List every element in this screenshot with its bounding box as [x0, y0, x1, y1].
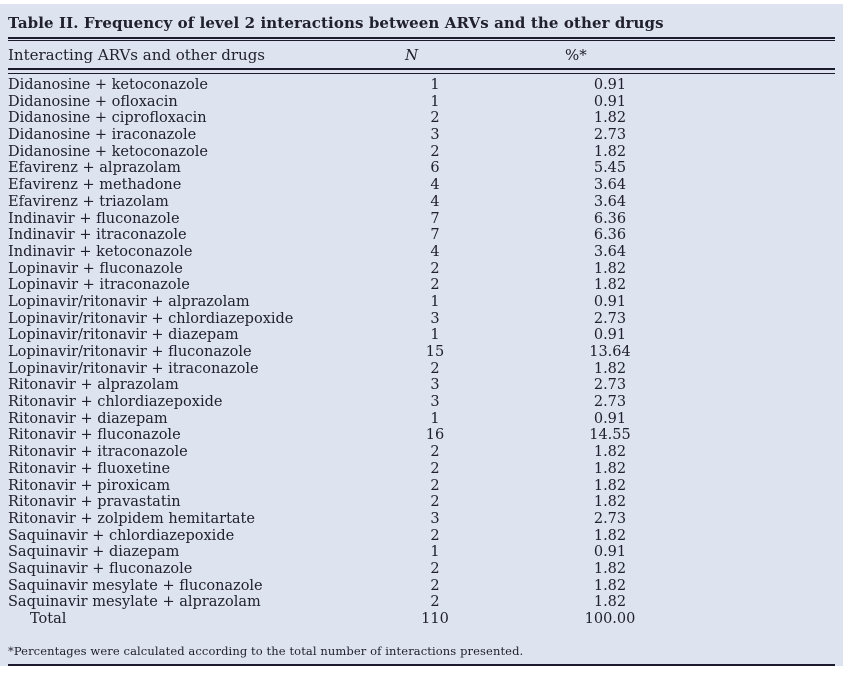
row-spacer [710, 227, 835, 244]
table-row [8, 94, 835, 111]
row-n-value: 6 [430, 160, 440, 177]
row-n-value: 2 [430, 577, 440, 594]
table-row [8, 427, 835, 444]
table-row [8, 244, 835, 261]
row-percent-value: 1.82 [593, 110, 627, 127]
row-n-value: 1 [430, 327, 440, 344]
row-n-value: 2 [430, 277, 440, 294]
row-n-value: 15 [425, 344, 445, 360]
row-drug-label: Ritonavir + itraconazole [8, 444, 188, 461]
row-percent-value: 3.64 [593, 177, 627, 194]
total-n-value: 110 [421, 611, 449, 627]
row-percent-value: 0.91 [593, 327, 627, 344]
row-drug-label: Didanosine + ofloxacin [8, 93, 178, 110]
row-drug-label: Ritonavir + piroxicam [8, 477, 171, 494]
column-header-n: N [405, 45, 419, 64]
row-drug-label: Didanosine + ketoconazole [8, 143, 208, 160]
row-spacer [710, 578, 835, 595]
row-percent-value: 1.82 [593, 360, 627, 377]
total-label: Total [30, 611, 67, 627]
row-percent-value: 1.82 [593, 560, 627, 577]
row-drug-label: Lopinavir + itraconazole [8, 277, 190, 294]
row-spacer [710, 311, 835, 328]
row-percent-value: 1.82 [593, 277, 627, 294]
row-n-value: 1 [430, 410, 440, 427]
row-drug-label: Ritonavir + diazepam [8, 410, 168, 427]
row-drug-label: Saquinavir mesylate + fluconazole [8, 577, 263, 594]
table-row [8, 294, 835, 311]
row-percent-value: 6.36 [593, 210, 627, 227]
table-row [8, 344, 835, 361]
row-n-value: 2 [430, 260, 440, 277]
row-percent-value: 2.73 [593, 377, 627, 394]
table-row [8, 144, 835, 161]
row-percent-value: 1.82 [593, 477, 627, 494]
row-n-value: 1 [430, 93, 440, 110]
row-n-value: 2 [430, 560, 440, 577]
total-percent-value: 100.00 [584, 611, 636, 627]
table-row [8, 377, 835, 394]
row-percent-value: 1.82 [593, 527, 627, 544]
row-drug-label: Lopinavir/ritonavir + diazepam [8, 327, 239, 344]
table-header-row [8, 41, 835, 68]
row-spacer [710, 160, 835, 177]
row-percent-value: 1.82 [593, 594, 627, 611]
row-spacer [710, 511, 835, 528]
row-n-value: 2 [430, 477, 440, 494]
table-row [8, 327, 835, 344]
table-row [8, 544, 835, 561]
row-n-value: 2 [430, 110, 440, 127]
row-drug-label: Didanosine + iraconazole [8, 127, 197, 144]
row-percent-value: 1.82 [593, 494, 627, 511]
row-percent-value: 1.82 [593, 577, 627, 594]
row-drug-label: Saquinavir + fluconazole [8, 560, 193, 577]
column-header-percent: %* [565, 45, 587, 64]
table-row [8, 110, 835, 127]
table-row [8, 277, 835, 294]
table-row [8, 528, 835, 545]
row-n-value: 4 [430, 193, 440, 210]
row-spacer [710, 77, 835, 94]
row-spacer [710, 344, 835, 361]
row-spacer [710, 544, 835, 561]
table-row [8, 194, 835, 211]
row-percent-value: 0.91 [593, 93, 627, 110]
row-n-value: 2 [430, 360, 440, 377]
row-n-value: 4 [430, 243, 440, 260]
row-drug-label: Didanosine + ciprofloxacin [8, 110, 207, 127]
row-drug-label: Saquinavir + chlordiazepoxide [8, 527, 235, 544]
row-percent-value: 0.91 [593, 293, 627, 310]
row-drug-label: Ritonavir + fluconazole [8, 427, 181, 444]
table-row [8, 578, 835, 595]
table-row [8, 511, 835, 528]
row-percent-value: 2.73 [593, 310, 627, 327]
table-row [8, 311, 835, 328]
table-row [8, 211, 835, 228]
row-spacer [710, 194, 835, 211]
table-row [8, 444, 835, 461]
row-spacer [710, 444, 835, 461]
column-header-drug: Interacting ARVs and other drugs [8, 45, 265, 64]
row-drug-label: Saquinavir mesylate + alprazolam [8, 594, 261, 611]
bottom-rule [8, 664, 835, 666]
row-drug-label: Didanosine + ketoconazole [8, 77, 208, 93]
row-n-value: 3 [430, 394, 440, 411]
row-drug-label: Ritonavir + zolpidem hemitartate [8, 510, 255, 527]
row-n-value: 1 [430, 544, 440, 561]
row-spacer [710, 461, 835, 478]
row-percent-value: 2.73 [593, 394, 627, 411]
row-n-value: 2 [430, 460, 440, 477]
row-n-value: 16 [425, 427, 445, 444]
row-n-value: 1 [430, 77, 440, 93]
row-drug-label: Indinavir + itraconazole [8, 227, 187, 244]
row-percent-value: 1.82 [593, 444, 627, 461]
row-drug-label: Lopinavir + fluconazole [8, 260, 183, 277]
table-inner [0, 4, 843, 666]
table-row [8, 261, 835, 278]
row-spacer [710, 361, 835, 378]
row-spacer [710, 377, 835, 394]
row-n-value: 2 [430, 594, 440, 611]
row-percent-value: 5.45 [593, 160, 627, 177]
row-drug-label: Efavirenz + methadone [8, 177, 182, 194]
row-drug-label: Indinavir + ketoconazole [8, 243, 193, 260]
row-spacer [710, 144, 835, 161]
row-drug-label: Lopinavir/ritonavir + alprazolam [8, 293, 250, 310]
row-spacer [710, 110, 835, 127]
row-spacer [710, 127, 835, 144]
table-row [8, 594, 835, 611]
row-percent-value: 13.64 [589, 344, 631, 360]
row-percent-value: 3.64 [593, 243, 627, 260]
row-spacer [710, 394, 835, 411]
row-n-value: 2 [430, 494, 440, 511]
row-spacer [710, 594, 835, 611]
table-row [8, 127, 835, 144]
row-spacer [710, 528, 835, 545]
row-spacer [710, 261, 835, 278]
table-body [8, 74, 835, 611]
table-row [8, 227, 835, 244]
row-drug-label: Saquinavir + diazepam [8, 544, 180, 561]
table-row [8, 561, 835, 578]
row-n-value: 1 [430, 293, 440, 310]
row-percent-value: 1.82 [593, 260, 627, 277]
row-drug-label: Lopinavir/ritonavir + itraconazole [8, 360, 259, 377]
row-n-value: 2 [430, 444, 440, 461]
row-drug-label: Lopinavir/ritonavir + chlordiazepoxide [8, 310, 294, 327]
row-drug-label: Lopinavir/ritonavir + fluconazole [8, 344, 252, 360]
table-row [8, 394, 835, 411]
table-total-row [8, 611, 835, 628]
row-spacer [710, 94, 835, 111]
row-n-value: 7 [430, 210, 440, 227]
row-percent-value: 2.73 [593, 510, 627, 527]
row-n-value: 4 [430, 177, 440, 194]
row-percent-value: 6.36 [593, 227, 627, 244]
total-spacer [710, 611, 835, 628]
row-n-value: 2 [430, 527, 440, 544]
row-spacer [710, 327, 835, 344]
table-row [8, 177, 835, 194]
table-card [0, 4, 843, 666]
row-n-value: 3 [430, 310, 440, 327]
row-drug-label: Ritonavir + alprazolam [8, 377, 179, 394]
row-percent-value: 1.82 [593, 460, 627, 477]
row-spacer [710, 211, 835, 228]
row-drug-label: Efavirenz + triazolam [8, 193, 169, 210]
table-row [8, 461, 835, 478]
table-row [8, 411, 835, 428]
row-percent-value: 0.91 [593, 544, 627, 561]
row-drug-label: Ritonavir + fluoxetine [8, 460, 171, 477]
row-spacer [710, 494, 835, 511]
row-spacer [710, 294, 835, 311]
row-drug-label: Efavirenz + alprazolam [8, 160, 181, 177]
row-spacer [710, 561, 835, 578]
row-drug-label: Ritonavir + pravastatin [8, 494, 181, 511]
row-n-value: 7 [430, 227, 440, 244]
table-row [8, 160, 835, 177]
row-spacer [710, 177, 835, 194]
row-drug-label: Indinavir + fluconazole [8, 210, 180, 227]
row-percent-value: 0.91 [593, 77, 627, 93]
row-n-value: 2 [430, 143, 440, 160]
row-spacer [710, 244, 835, 261]
row-percent-value: 1.82 [593, 143, 627, 160]
row-percent-value: 2.73 [593, 127, 627, 144]
row-spacer [710, 427, 835, 444]
row-drug-label: Ritonavir + chlordiazepoxide [8, 394, 223, 411]
table-row [8, 77, 835, 94]
table-footnote: *Percentages were calculated according to the total number of interactions presented. [8, 643, 524, 658]
table-row [8, 361, 835, 378]
row-n-value: 3 [430, 377, 440, 394]
row-percent-value: 14.55 [589, 427, 631, 444]
table-row [8, 494, 835, 511]
row-percent-value: 3.64 [593, 193, 627, 210]
row-percent-value: 0.91 [593, 410, 627, 427]
row-spacer [710, 277, 835, 294]
table-row [8, 478, 835, 495]
row-spacer [710, 478, 835, 495]
row-n-value: 3 [430, 127, 440, 144]
row-spacer [710, 411, 835, 428]
table-title: Table II. Frequency of level 2 interactions between ARVs and the other drugs [8, 14, 664, 32]
row-n-value: 3 [430, 510, 440, 527]
